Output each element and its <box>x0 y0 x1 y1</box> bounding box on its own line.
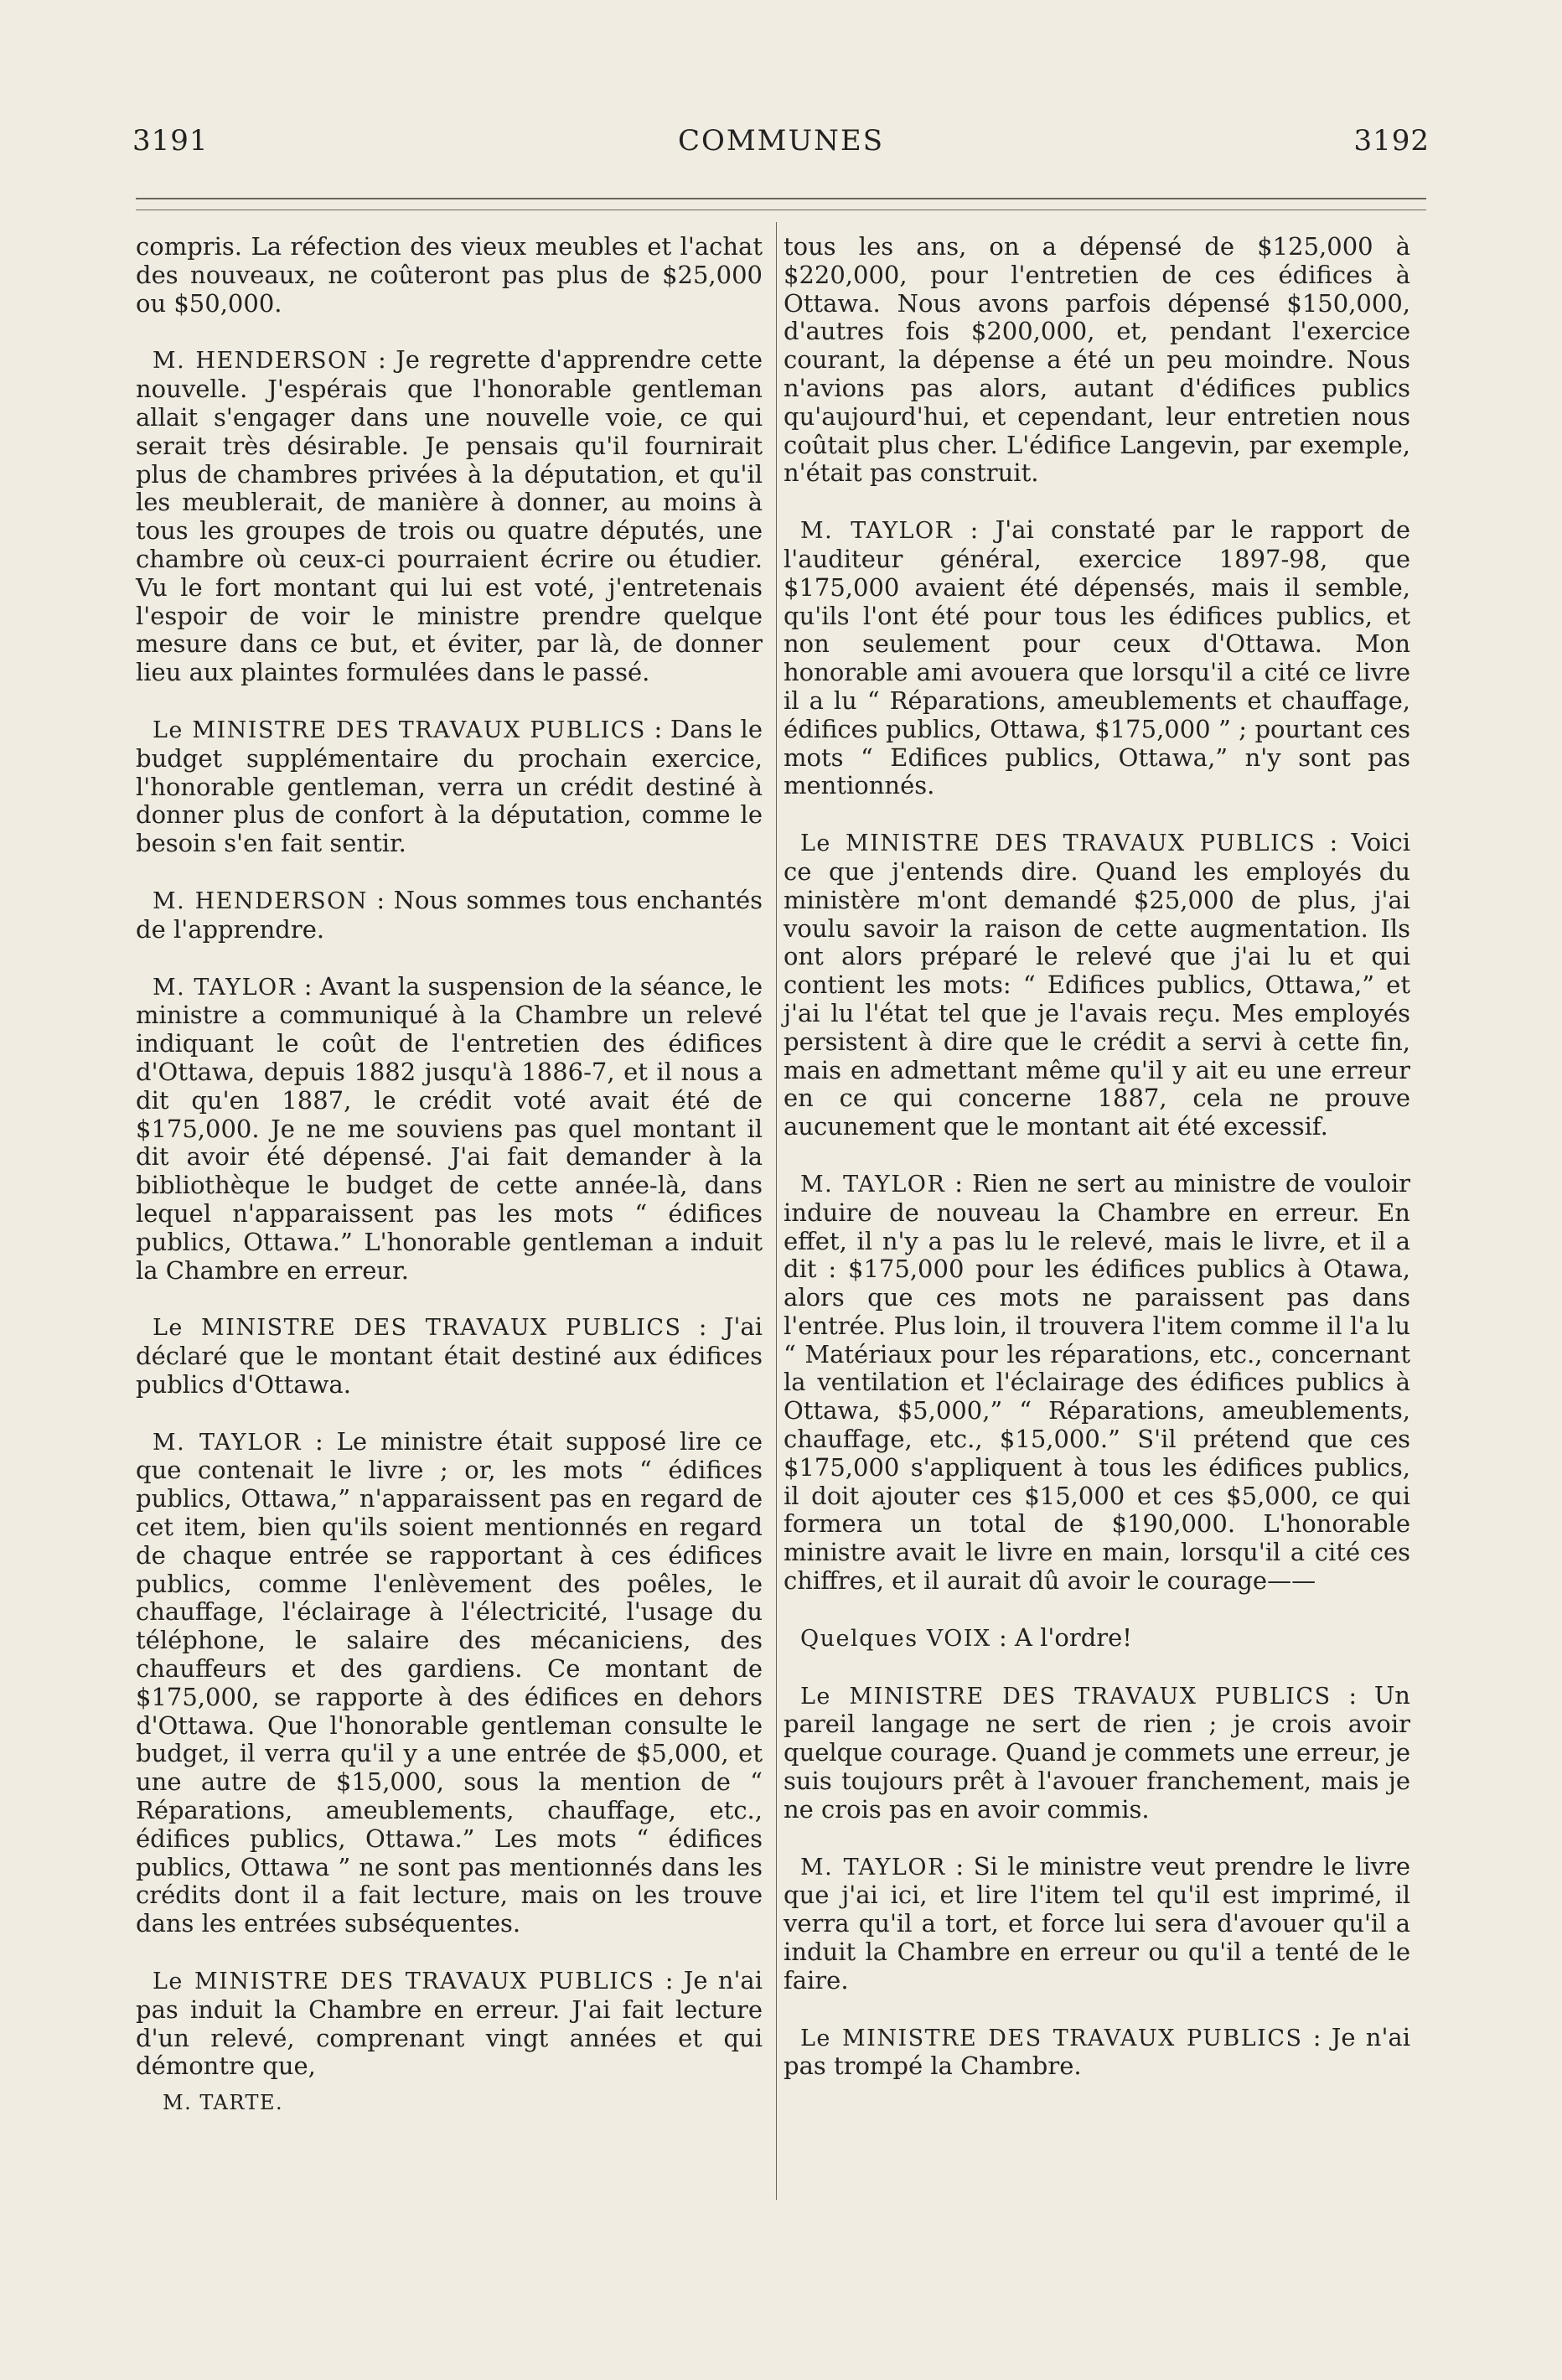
header-rule-thick <box>136 198 1426 199</box>
speech-text: : Nous sommes tous enchantés de l'apprendre. <box>136 885 763 944</box>
speech-paragraph <box>136 887 763 944</box>
running-title: COMMUNES <box>677 124 885 158</box>
speech-text: : Si le ministre veut prendre le livre que j'ai ici, et lire l'item tel qu'il est imprimé, il verra qu'il a tort, et force lui sera d'avouer qu'il a induit la Chambre en erreur ou qu'il a tenté de le faire. <box>784 1851 1411 1995</box>
page-number-right: 3192 <box>1353 124 1430 158</box>
speaker-name: M. TAYLOR <box>800 1854 946 1881</box>
column-divider <box>776 222 777 2200</box>
page-header <box>132 124 1430 166</box>
right-column <box>784 233 1410 2109</box>
speech-paragraph <box>784 1624 1410 1653</box>
speech-paragraph <box>784 2024 1410 2082</box>
speech-paragraph <box>136 346 763 687</box>
speech-text: : Voici ce que j'entends dire. Quand les employés du ministère m'ont demandé $25,000 de plus, j'ai voulu savoir la raison de cette augmentation. Ils ont alors préparé le relevé que j'ai lu et qui contient les mots: “ Edifices publics, Ottawa,” et j'ai lu l'état tel que je l'avais reçu. Mes employés persistent à dire que le crédit a servi à cette fin, mais en admettant même qu'il y ait eu une erreur en ce qui concerne 1887, cela ne prouve aucunement que le montant ait été excessif. <box>784 828 1410 1141</box>
speech-paragraph <box>784 1170 1410 1596</box>
speech-text: : Je regrette d'apprendre cette nouvelle. J'espérais que l'honorable gentleman allait s'engager dans une nouvelle voie, ce qui serait très désirable. Je pensais qu'il fournirait plus de chambres privées à la députation, et qu'il les meublerait, de manière à donner, au moins à tous les groupes de trois ou quatre députés, une chambre où ceux-ci pourraient écrire ou étudier. Vu le fort montant qui lui est voté, j'entretenais l'espoir de voir le ministre prendre quelque mesure dans ce but, et éviter, par là, de donner lieu aux plaintes formulées dans le passé. <box>136 345 763 687</box>
speech-text: : J'ai déclaré que le montant était destiné aux édifices publics d'Ottawa. <box>136 1312 763 1399</box>
speech-text: : Un pareil langage ne sert de rien ; je crois avoir quelque courage. Quand je commets une erreur, je suis toujours prêt à l'avouer franchement, mais je ne crois pas en avoir commis. <box>784 1680 1410 1824</box>
speaker-name: M. TAYLOR <box>800 518 954 545</box>
speaker-name: Le MINISTRE DES TRAVAUX PUBLICS <box>153 1315 682 1342</box>
speaker-name: Le MINISTRE DES TRAVAUX PUBLICS <box>800 2025 1303 2051</box>
paragraph: tous les ans, on a dépensé de $125,000 à $220,000, pour l'entretien de ces édifices à Ottawa. Nous avons parfois dépensé $150,000, d'autres fois $200,000, et, pendant l'exercice courant, la dépense a été un peu moindre. Nous n'avions pas alors, autant d'édifices publics qu'aujourd'hui, et cependant, leur entretien nous coûtait plus cher. L'édifice Langevin, par exemple, n'était pas construit. <box>784 232 1410 488</box>
speech-text: : Avant la suspension de la séance, le ministre a communiqué à la Chambre un relevé indiquant le coût de l'entretien des édifices d'Ottawa, depuis 1882 jusqu'à 1886-7, et il nous a dit qu'en 1887, le crédit voté avait été de $175,000. Je ne me souviens pas quel montant il dit avoir été dépensé. J'ai fait demander à la bibliothèque le budget de cette année-là, dans lequel n'apparaissent pas les mots “ édifices publics, Ottawa.” L'honorable gentleman a induit la Chambre en erreur. <box>136 971 763 1285</box>
speech-paragraph <box>784 1682 1410 1824</box>
speaker-signature: M. TARTE. <box>163 2091 284 2115</box>
speech-paragraph <box>136 1967 763 2081</box>
speaker-name: M. TAYLOR <box>153 1429 303 1456</box>
speech-text: : Dans le budget supplémentaire du prochain exercice, l'honorable gentleman, verra un crédit destiné à donner plus de confort à la députation, comme le besoin s'en fait sentir. <box>136 714 763 858</box>
speech-paragraph <box>784 829 1410 1141</box>
speaker-name: Le MINISTRE DES TRAVAUX PUBLICS <box>800 830 1316 857</box>
speaker-name: M. TAYLOR <box>153 974 297 1001</box>
speech-text: : Je n'ai pas trompé la Chambre. <box>784 2022 1410 2081</box>
speaker-name: M. HENDERSON <box>153 348 369 375</box>
speaker-name: M. HENDERSON <box>153 887 368 914</box>
speech-paragraph <box>136 1428 763 1938</box>
speech-text: : A l'ordre! <box>990 1622 1132 1652</box>
left-column <box>136 233 763 2146</box>
speech-paragraph <box>136 1313 763 1399</box>
speech-paragraph <box>784 516 1410 800</box>
speech-text: : Rien ne sert au ministre de vouloir induire de nouveau la Chambre en erreur. En effet, il n'y a pas lu le relevé, mais le livre, et il a dit : $175,000 pour les édifices publics à Otawa, alors que ces mots ne paraissent pas dans l'entrée. Plus loin, il trouvera l'item comme il l'a lu “ Matériaux pour les réparations, etc., concernant la ventilation et l'éclairage des édifices publics à Ottawa, $5,000,” “ Réparations, ameublements, chauffage, etc., $15,000.” S'il prétend que ces $175,000 s'appliquent à tous les édifices publics, il doit ajouter ces $15,000 et ces $5,000, ce qui formera un total de $190,000. L'honorable ministre avait le livre en main, lorsqu'il a cité ces chiffres, et il aurait dû avoir le courage—— <box>784 1168 1410 1596</box>
speech-paragraph <box>136 973 763 1286</box>
page-number-left: 3191 <box>132 124 209 158</box>
speaker-name: Le MINISTRE DES TRAVAUX PUBLICS <box>800 1683 1332 1710</box>
speaker-name: Le MINISTRE DES TRAVAUX PUBLICS <box>153 717 646 743</box>
paragraph: compris. La réfection des vieux meubles et l'achat des nouveaux, ne coûteront pas plus de $25,000 ou $50,000. <box>136 232 763 318</box>
speaker-name: M. TAYLOR <box>800 1171 946 1198</box>
speech-text: : Je n'ai pas induit la Chambre en erreur. J'ai fait lecture d'un relevé, comprenant vingt années et qui démontre que, <box>136 1966 763 2081</box>
speech-paragraph <box>136 716 763 858</box>
speaker-name: Quelques VOIX <box>800 1625 991 1652</box>
speech-text: : Le ministre était supposé lire ce que contenait le livre ; or, les mots “ édifices publics, Ottawa,” n'apparaissent pas en regard de cet item, bien qu'ils soient mentionnés en regard de chaque entrée se rapportant à ces édifices publics, comme l'enlèvement des poêles, le chauffage, l'éclairage à l'électricité, l'usage du téléphone, le salaire des mécaniciens, des chauffeurs et des gardiens. Ce montant de $175,000, se rapporte à des édifices en dehors d'Ottawa. Que l'honorable gentleman consulte le budget, il verra qu'il y a une entrée de $5,000, et une autre de $15,000, sous la mention de “ Réparations, ameublements, chauffage, etc., édifices publics, Ottawa.” Les mots “ édifices publics, Ottawa ” ne sont pas mentionnés dans les crédits dont il a fait lecture, mais on les trouve dans les entrées subséquentes. <box>136 1426 763 1938</box>
speech-text: : J'ai constaté par le rapport de l'auditeur général, exercice 1897-98, que $175,000 avaient été dépensés, mais il semble, qu'ils l'ont été pour tous les édifices publics, et non seulement pour ceux d'Ottawa. Mon honorable ami avouera que lorsqu'il a cité ce livre il a lu “ Réparations, ameublements et chauffage, édifices publics, Ottawa, $175,000 ” ; pourtant ces mots “ Edifices publics, Ottawa,” n'y sont pas mentionnés. <box>784 515 1411 800</box>
speaker-name: Le MINISTRE DES TRAVAUX PUBLICS <box>153 1969 655 1995</box>
speech-paragraph <box>784 1853 1410 1995</box>
